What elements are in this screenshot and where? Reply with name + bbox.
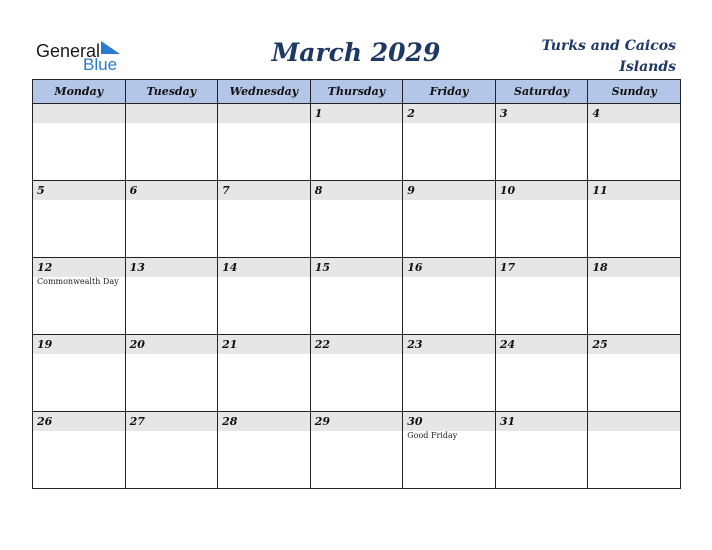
- day-number-band: [218, 335, 310, 354]
- day-cell[interactable]: [218, 258, 311, 335]
- day-number: 2: [407, 107, 415, 120]
- day-number: 14: [222, 261, 238, 274]
- weekday-header: Friday: [403, 80, 496, 104]
- day-number-band: [588, 104, 680, 123]
- day-number-band: [588, 335, 680, 354]
- day-cell[interactable]: [403, 258, 496, 335]
- day-cell[interactable]: [33, 104, 126, 181]
- day-number-band: [403, 258, 495, 277]
- weekday-header: Tuesday: [125, 80, 218, 104]
- week-row: [33, 104, 681, 181]
- day-number-band: [33, 181, 125, 200]
- day-number: 17: [499, 261, 516, 274]
- day-cell[interactable]: [310, 181, 403, 258]
- day-cell[interactable]: [218, 104, 311, 181]
- day-number: 4: [592, 107, 601, 120]
- weekday-header: Sunday: [588, 80, 681, 104]
- day-number-band: [218, 104, 310, 123]
- day-number-band: [311, 258, 403, 277]
- day-number-band: [126, 335, 218, 354]
- day-number-band: [588, 181, 680, 200]
- logo-general-text: General: [36, 41, 101, 61]
- day-number-band: [218, 258, 310, 277]
- day-cell[interactable]: [218, 412, 311, 489]
- day-number-band: [33, 258, 125, 277]
- day-number-band: [218, 181, 310, 200]
- week-row: [33, 335, 681, 412]
- day-number: 1: [314, 107, 323, 120]
- day-number: 31: [499, 415, 516, 428]
- day-number: 21: [222, 338, 238, 351]
- week-row: [33, 181, 681, 258]
- calendar-grid: [32, 79, 681, 489]
- day-cell[interactable]: [125, 258, 218, 335]
- holiday-label: Commonwealth Day: [37, 277, 119, 286]
- day-number-band: [496, 181, 588, 200]
- day-number-band: [311, 335, 403, 354]
- day-number: 25: [592, 338, 608, 351]
- day-number: 27: [129, 415, 145, 428]
- day-cell[interactable]: [310, 104, 403, 181]
- day-number: 29: [314, 415, 330, 428]
- day-cell[interactable]: [125, 104, 218, 181]
- day-number-band: [126, 258, 218, 277]
- day-number: 23: [407, 338, 423, 351]
- day-cell[interactable]: [588, 335, 681, 412]
- region-name: Turks and Caicos Islands: [541, 38, 676, 75]
- day-number: 28: [222, 415, 238, 428]
- day-cell[interactable]: [495, 104, 588, 181]
- day-number: 9: [407, 184, 415, 197]
- day-number: 10: [499, 184, 516, 197]
- week-row: [33, 258, 681, 335]
- day-cell[interactable]: [403, 104, 496, 181]
- day-number-band: [588, 258, 680, 277]
- day-cell[interactable]: [403, 335, 496, 412]
- day-number: 26: [37, 415, 53, 428]
- day-number: 19: [37, 338, 53, 351]
- day-number: 3: [499, 107, 508, 120]
- day-number: 30: [407, 415, 423, 428]
- day-number: 15: [314, 261, 330, 274]
- day-number: 8: [314, 184, 323, 197]
- day-number: 20: [129, 338, 145, 351]
- weekday-header: Monday: [33, 80, 126, 104]
- day-number: 12: [37, 261, 53, 274]
- day-cell[interactable]: [125, 335, 218, 412]
- day-cell[interactable]: [588, 412, 681, 489]
- day-number-band: [403, 181, 495, 200]
- day-cell[interactable]: [403, 412, 496, 489]
- day-number-band: [311, 104, 403, 123]
- day-cell[interactable]: [218, 335, 311, 412]
- holiday-label: Good Friday: [407, 431, 458, 440]
- day-number-band: [588, 412, 680, 431]
- day-cell[interactable]: [33, 258, 126, 335]
- day-cell[interactable]: [403, 181, 496, 258]
- day-number-band: [496, 412, 588, 431]
- day-number: 24: [499, 338, 516, 351]
- day-number-band: [496, 104, 588, 123]
- day-number-band: [403, 412, 495, 431]
- day-cell[interactable]: [310, 412, 403, 489]
- weekday-header: Wednesday: [218, 80, 311, 104]
- day-number-band: [33, 335, 125, 354]
- day-number-band: [496, 335, 588, 354]
- day-number-band: [126, 104, 218, 123]
- calendar-title: March 2029: [271, 38, 441, 67]
- day-number-band: [126, 181, 218, 200]
- day-number-band: [218, 412, 310, 431]
- weekday-header-row: [33, 80, 681, 104]
- day-cell[interactable]: [33, 181, 126, 258]
- day-number: 22: [314, 338, 330, 351]
- day-number: 5: [37, 184, 45, 197]
- day-number: 11: [592, 184, 608, 197]
- day-cell[interactable]: [495, 335, 588, 412]
- day-cell[interactable]: [495, 181, 588, 258]
- day-number: 18: [592, 261, 608, 274]
- day-number-band: [403, 335, 495, 354]
- day-number-band: [496, 258, 588, 277]
- day-number-band: [311, 181, 403, 200]
- day-number-band: [126, 412, 218, 431]
- day-number: 7: [222, 184, 230, 197]
- day-cell[interactable]: [33, 335, 126, 412]
- day-cell[interactable]: [310, 335, 403, 412]
- weekday-header: Saturday: [495, 80, 588, 104]
- day-cell[interactable]: [588, 181, 681, 258]
- day-number-band: [33, 104, 125, 123]
- day-cell[interactable]: [588, 258, 681, 335]
- day-number: 13: [129, 261, 145, 274]
- day-cell[interactable]: [588, 104, 681, 181]
- weekday-header: Thursday: [310, 80, 403, 104]
- day-cell[interactable]: [218, 181, 311, 258]
- day-number: 16: [407, 261, 423, 274]
- calendar-body: [33, 104, 681, 489]
- day-number: 6: [129, 184, 138, 197]
- day-cell[interactable]: [125, 412, 218, 489]
- day-cell[interactable]: [495, 412, 588, 489]
- day-cell[interactable]: [310, 258, 403, 335]
- logo-blue-text: Blue: [83, 55, 118, 74]
- day-number-band: [403, 104, 495, 123]
- day-number-band: [311, 412, 403, 431]
- day-cell[interactable]: [33, 412, 126, 489]
- day-cell[interactable]: [495, 258, 588, 335]
- day-number-band: [33, 412, 125, 431]
- day-cell[interactable]: [125, 181, 218, 258]
- week-row: [33, 412, 681, 489]
